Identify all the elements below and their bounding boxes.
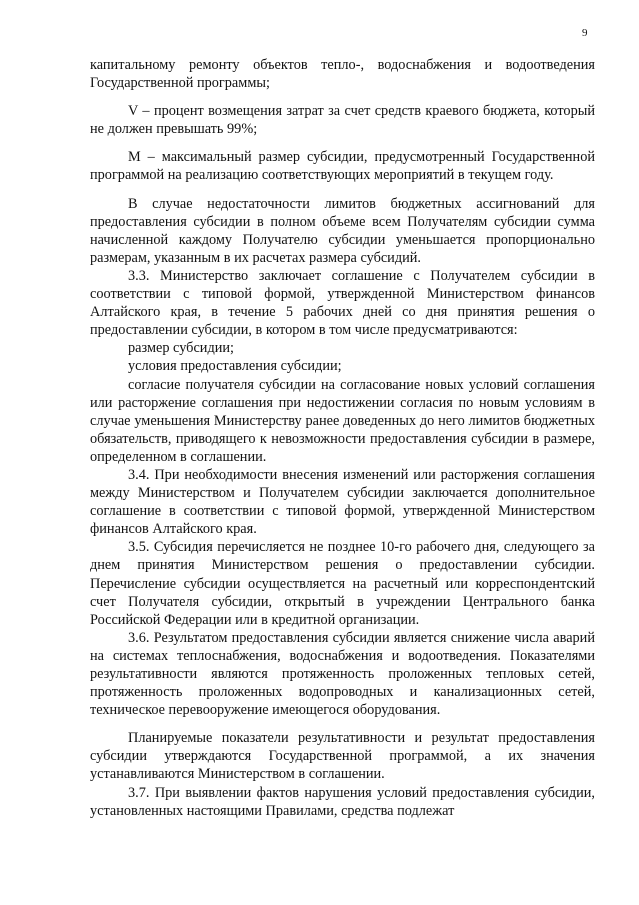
list-item-subsidy-conditions: условия предоставления субсидии; bbox=[128, 358, 342, 375]
paragraph-3-6: 3.6. Результатом предоставления субсидии является снижение числа аварий на системах теплоснабжения, водоснабжения и водоотведения. Показателями результативности являются протяженность проложенных тепловых сетей, протяженность проложенных водопроводных и канализационных сетей, техническое перевооружение имеющегося оборудования. bbox=[90, 629, 595, 719]
paragraph-v-definition: V – процент возмещения затрат за счет средств краевого бюджета, который не должен превышать 99%; bbox=[90, 103, 595, 138]
paragraph-insufficient-limits: В случае недостаточности лимитов бюджетных ассигнований для предоставления субсидии в полном объеме всем Получателям субсидии сумма начисленной каждому Получателю субсидии уменьшается пропорционально размерам, указанным в их расчетах размера субсидий. bbox=[90, 195, 595, 266]
document-body bbox=[90, 56, 595, 820]
paragraph-m-definition: М – максимальный размер субсидии, предусмотренный Государственной программой на реализацию соответствующих мероприятий в текущем году. bbox=[90, 149, 595, 184]
paragraph-3-7: 3.7. При выявлении фактов нарушения условий предоставления субсидии, установленных настоящими Правилами, средства подлежат bbox=[90, 784, 595, 819]
paragraph-1: капитальному ремонту объектов тепло-, водоснабжения и водоотведения Государственной программы; bbox=[90, 57, 595, 92]
paragraph-3-4: 3.4. При необходимости внесения изменений или расторжения соглашения между Министерством и Получателем субсидии заключается дополнительное соглашение в соответствии с типовой формой, утвержденной Министерством финансов Алтайского края. bbox=[90, 466, 595, 538]
page-number: 9 bbox=[582, 27, 588, 39]
paragraph-planned-indicators: Планируемые показатели результативности и результат предоставления субсидии утверждаются Государственной программой, а их значения устанавливаются Министерством в соглашении. bbox=[90, 730, 595, 783]
paragraph-3-3: 3.3. Министерство заключает соглашение с Получателем субсидии в соответствии с типовой формой, утвержденной Министерством финансов Алтайского края, в течение 5 рабочих дней со дня принятия решения о предоставлении субсидии, в котором в том числе предусматриваются: bbox=[90, 267, 595, 339]
paragraph-3-5: 3.5. Субсидия перечисляется не позднее 10-го рабочего дня, следующего за днем принятия Министерством решения о предоставлении субсидии. Перечисление субсидии осуществляется на расчетный или корреспондентский счет Получателя субсидии, открытый в учреждении Центрального банка Российской Федерации или в кредитной организации. bbox=[90, 539, 595, 628]
list-item-consent: согласие получателя субсидии на согласование новых условий соглашения или расторжение соглашения при недостижении согласия по новым условиям в случае уменьшения Министерству ранее доведенных до него лимитов бюджетных обязательств, приводящего к невозможности предоставления субсидии в размере, определенном в соглашении. bbox=[90, 376, 595, 465]
list-item-subsidy-amount: размер субсидии; bbox=[128, 340, 234, 357]
